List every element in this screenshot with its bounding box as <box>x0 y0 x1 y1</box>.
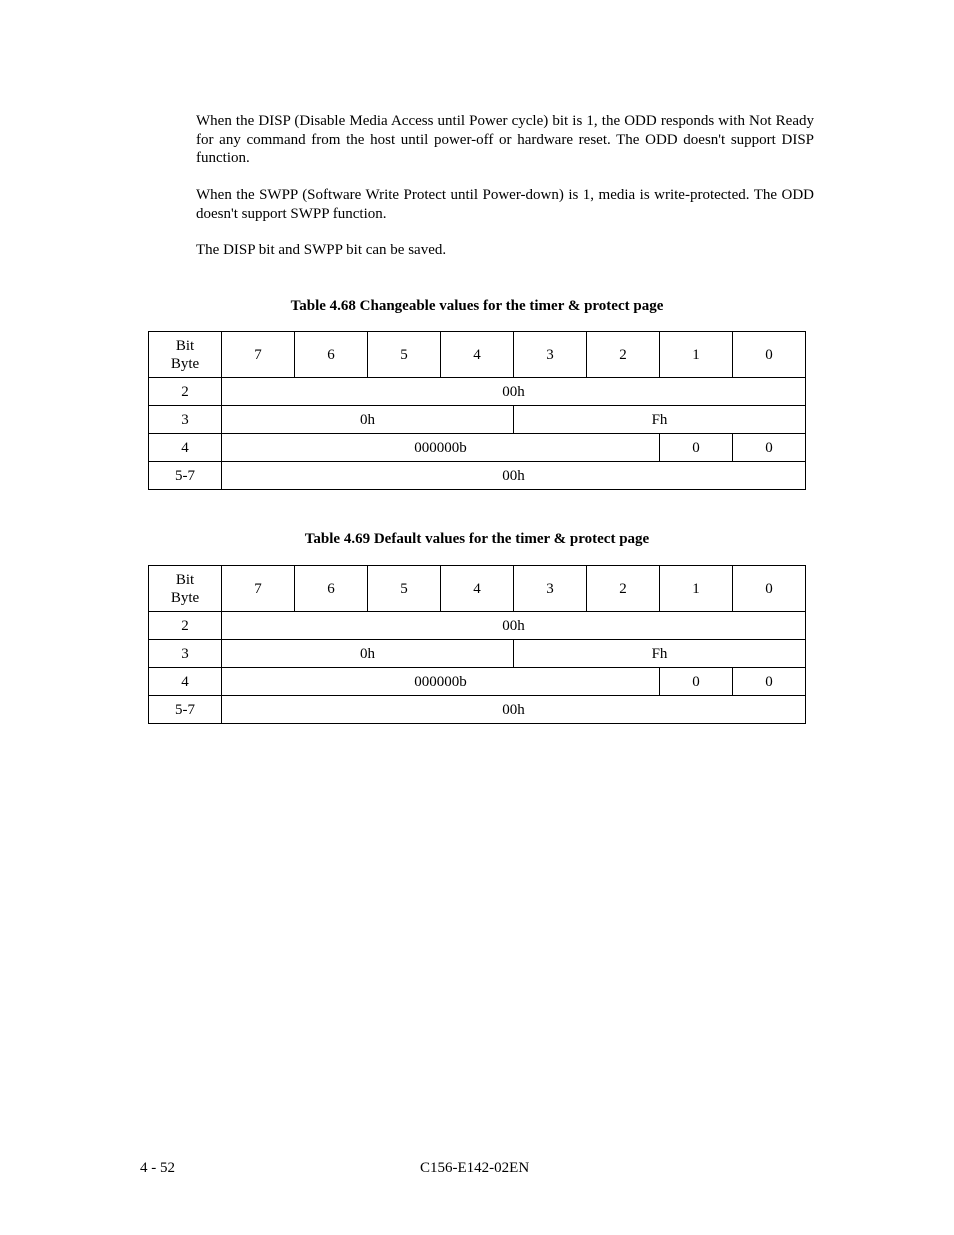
table-header-row <box>149 566 806 612</box>
bit-header: 3 <box>514 332 587 378</box>
changeable-values-table <box>148 331 806 490</box>
byte-value-reserved: 000000b <box>222 434 660 462</box>
corner-bit-label: Bit <box>175 571 195 588</box>
bit-header: 6 <box>295 566 368 612</box>
bit-header: 6 <box>295 332 368 378</box>
paragraph-saved: The DISP bit and SWPP bit can be saved. <box>196 242 447 258</box>
bit-byte-corner <box>149 566 222 612</box>
bit0-value: 0 <box>733 668 806 696</box>
bit-header: 4 <box>441 566 514 612</box>
bit1-value: 0 <box>660 434 733 462</box>
bit-header: 2 <box>587 332 660 378</box>
bit-header: 7 <box>222 332 295 378</box>
paragraph-disp: When the DISP (Disable Media Access until Power cycle) bit is 1, the ODD responds with Not Ready for any command from the host until power-off or hardware reset. The ODD doesn't support DISP function. <box>196 113 814 166</box>
byte-label: 2 <box>149 612 222 640</box>
byte-label: 3 <box>149 640 222 668</box>
corner-byte-label: Byte <box>170 355 200 372</box>
table-caption-changeable: Table 4.68 Changeable values for the timer & protect page <box>290 298 664 314</box>
table-caption-default: Table 4.69 Default values for the timer & protect page <box>304 531 650 547</box>
default-values-table <box>148 565 806 724</box>
bit1-value: 0 <box>660 668 733 696</box>
byte-value-low-nibble: Fh <box>514 640 806 668</box>
byte-value: 00h <box>222 462 806 490</box>
table-row <box>149 640 806 668</box>
byte-value: 00h <box>222 378 806 406</box>
bit-header: 1 <box>660 332 733 378</box>
table-row <box>149 696 806 724</box>
byte-label: 4 <box>149 434 222 462</box>
byte-value-high-nibble: 0h <box>222 406 514 434</box>
byte-label: 5-7 <box>149 462 222 490</box>
byte-value-reserved: 000000b <box>222 668 660 696</box>
bit0-value: 0 <box>733 434 806 462</box>
bit-header: 2 <box>587 566 660 612</box>
page-number: 4 - 52 <box>140 1160 175 1176</box>
bit-header: 5 <box>368 566 441 612</box>
table-row <box>149 612 806 640</box>
table-row <box>149 462 806 490</box>
bit-header: 0 <box>733 332 806 378</box>
table-row <box>149 434 806 462</box>
bit-header: 4 <box>441 332 514 378</box>
bit-byte-corner <box>149 332 222 378</box>
corner-bit-label: Bit <box>175 337 195 354</box>
byte-label: 4 <box>149 668 222 696</box>
byte-value: 00h <box>222 612 806 640</box>
bit-header: 1 <box>660 566 733 612</box>
bit-header: 0 <box>733 566 806 612</box>
byte-label: 5-7 <box>149 696 222 724</box>
byte-value-high-nibble: 0h <box>222 640 514 668</box>
bit-header: 7 <box>222 566 295 612</box>
byte-value-low-nibble: Fh <box>514 406 806 434</box>
bit-header: 3 <box>514 566 587 612</box>
table-row <box>149 668 806 696</box>
table-row <box>149 378 806 406</box>
paragraph-swpp: When the SWPP (Software Write Protect until Power-down) is 1, media is write-protected. The ODD doesn't support SWPP function. <box>196 187 814 222</box>
byte-label: 2 <box>149 378 222 406</box>
bit-header: 5 <box>368 332 441 378</box>
table-header-row <box>149 332 806 378</box>
table-row <box>149 406 806 434</box>
document-code: C156-E142-02EN <box>420 1160 530 1176</box>
byte-value: 00h <box>222 696 806 724</box>
byte-label: 3 <box>149 406 222 434</box>
corner-byte-label: Byte <box>170 589 200 606</box>
